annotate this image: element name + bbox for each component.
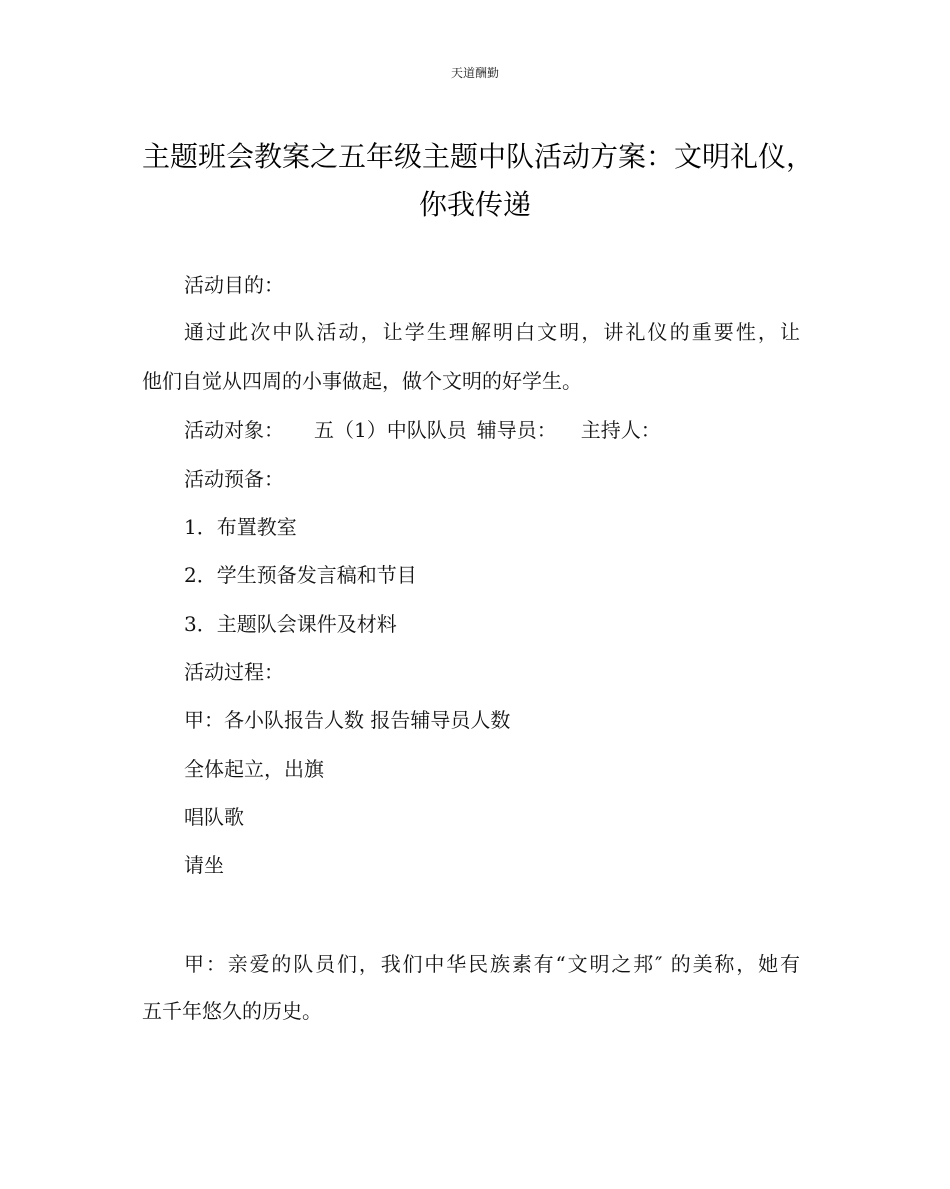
process-line: 甲：各小队报告人数 报告辅导员人数 (184, 708, 511, 732)
purpose-text-line-1: 通过此次中队活动，让学生理解明白文明，讲礼仪的重要性，让 (184, 320, 800, 344)
purpose-text-line-2: 他们自觉从四周的小事做起，做个文明的好学生。 (142, 369, 582, 393)
prep-item: 2．学生预备发言稿和节目 (184, 563, 417, 587)
title-line-1: 主题班会教案之五年级主题中队活动方案：文明礼仪， (142, 140, 815, 173)
prep-item: 1．布置教室 (184, 515, 297, 539)
process-heading: 活动过程： (184, 660, 284, 684)
process-line: 全体起立，出旗 (184, 757, 324, 781)
purpose-heading: 活动目的： (184, 273, 284, 297)
document-title (142, 133, 815, 229)
title-line-2: 你我传递 (418, 188, 531, 221)
closing-text-line-2: 五千年悠久的历史。 (142, 999, 322, 1023)
target-row (184, 416, 661, 444)
process-line: 请坐 (184, 853, 224, 877)
page-header: 天道酬勤 (450, 66, 499, 80)
prep-item: 3．主题队会课件及材料 (184, 612, 397, 636)
target-value: 五（1）中队队员 (314, 418, 467, 442)
counselor-label: 辅导员： (476, 418, 557, 442)
closing-text-line-1: 甲：亲爱的队员们，我们中华民族素有“文明之邦″ 的美称，她有 (184, 952, 800, 976)
host-label: 主持人： (580, 418, 661, 442)
target-label: 活动对象： (184, 418, 284, 442)
prep-heading: 活动预备： (184, 467, 284, 491)
process-line: 唱队歌 (184, 805, 244, 829)
